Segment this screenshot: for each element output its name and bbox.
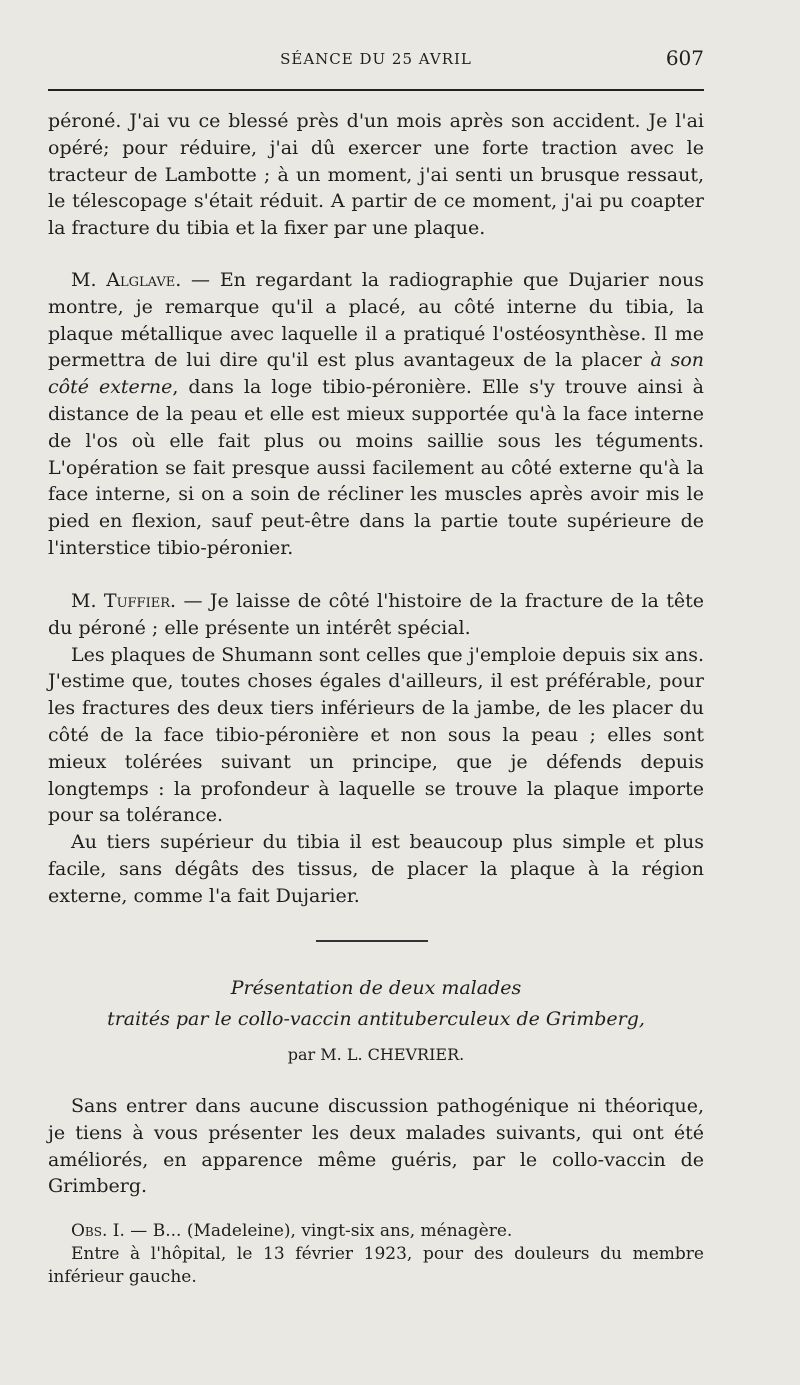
alglave-text-1: — En regardant la radiographie que Dujarier nous montre, je remarque qu'il a placé, au côté interne du tibia, la plaque métallique avec laquelle il a pratiqué l'ostéosynthèse. Il me permettra de lui dire qu'il est plus avantageux de la placer — [48, 269, 704, 372]
tuffier-text-1: — Je laisse de côté l'histoire de la fracture de la tête du péroné ; elle présente un intérêt spécial. — [48, 590, 705, 639]
alglave-text-2: , dans la loge tibio-péronière. Elle s'y trouve ainsi à distance de la peau et elle est mieux supportée qu'à la face interne de l'os où elle fait plus ou moins saillie sous les téguments. L'opération se fait presque aussi facilement au côté externe qu'à la face interne, si on a soin de récliner les muscles après avoir mis le pied en flexion, sauf peut-être dans la partie toute supérieure de l'interstice tibio-péronier. — [48, 376, 704, 559]
presentation-author: par M. L. CHEVRIER. — [287, 1045, 465, 1064]
presentation-title-line-1: Présentation de deux malades — [230, 977, 522, 999]
observation-patient: — B... (Madeleine), vingt-six ans, ménagère. — [124, 1221, 513, 1241]
observation-heading — [48, 1220, 704, 1243]
running-title: SÉANCE DU 25 AVRIL — [280, 50, 472, 68]
presentation-intro — [48, 1093, 704, 1200]
section-divider — [316, 940, 428, 942]
observation-block — [48, 1220, 704, 1289]
presentation-intro-text: Sans entrer dans aucune discussion pathogénique ni théorique, je tiens à vous présenter les deux malades suivants, qui ont été améliorés, en apparence même guéris, par le collo-vaccin de Grimberg. — [48, 1095, 704, 1198]
tuffier-paragraph-3: Au tiers supérieur du tibia il est beaucoup plus simple et plus facile, sans dégâts des tissus, de placer la plaque à la région externe, comme l'a fait Dujarier. — [48, 831, 704, 907]
page-header — [48, 46, 704, 74]
paragraph-1-text: péroné. J'ai vu ce blessé près d'un mois après son accident. Je l'ai opéré; pour réduire, j'ai dû exercer une forte traction avec le tracteur de Lambotte ; à un moment, j'ai senti un brusque ressaut, le télescopage s'était réduit. A partir de ce moment, j'ai pu coapter la fracture du tibia et la fixer par une plaque. — [48, 110, 704, 240]
speaker-tuffier: M. Tuffier. — [71, 590, 177, 612]
alglave-emphasis: à son côté externe — [48, 349, 704, 399]
tuffier-paragraph-1 — [48, 588, 704, 642]
header-rule — [48, 89, 704, 91]
tuffier-paragraph-2: Les plaques de Shumann sont celles que j'emploie depuis six ans. J'estime que, toutes choses égales d'ailleurs, il est préférable, pour les fractures des deux tiers inférieurs de la jambe, de les placer du côté de la face tibio-péronière et non sous la peau ; elles sont mieux tolérées suivant un principe, que je défends depuis longtemps : la profondeur à laquelle se trouve la plaque importe pour sa tolérance. — [48, 643, 704, 827]
alglave-remark — [48, 267, 704, 562]
paragraph-1 — [48, 108, 704, 242]
tuffier-remark — [48, 588, 704, 910]
observation-text: Entre à l'hôpital, le 13 février 1923, pour des douleurs du membre inférieur gauche. — [48, 1244, 704, 1287]
page-number: 607 — [665, 46, 704, 70]
observation-label: Obs. I. — [71, 1221, 125, 1241]
speaker-alglave: M. Alglave. — [71, 269, 182, 291]
alglave-paragraph — [48, 267, 704, 562]
presentation-title-line-2: traités par le collo-vaccin antituberculeux de Grimberg, — [107, 1008, 645, 1030]
